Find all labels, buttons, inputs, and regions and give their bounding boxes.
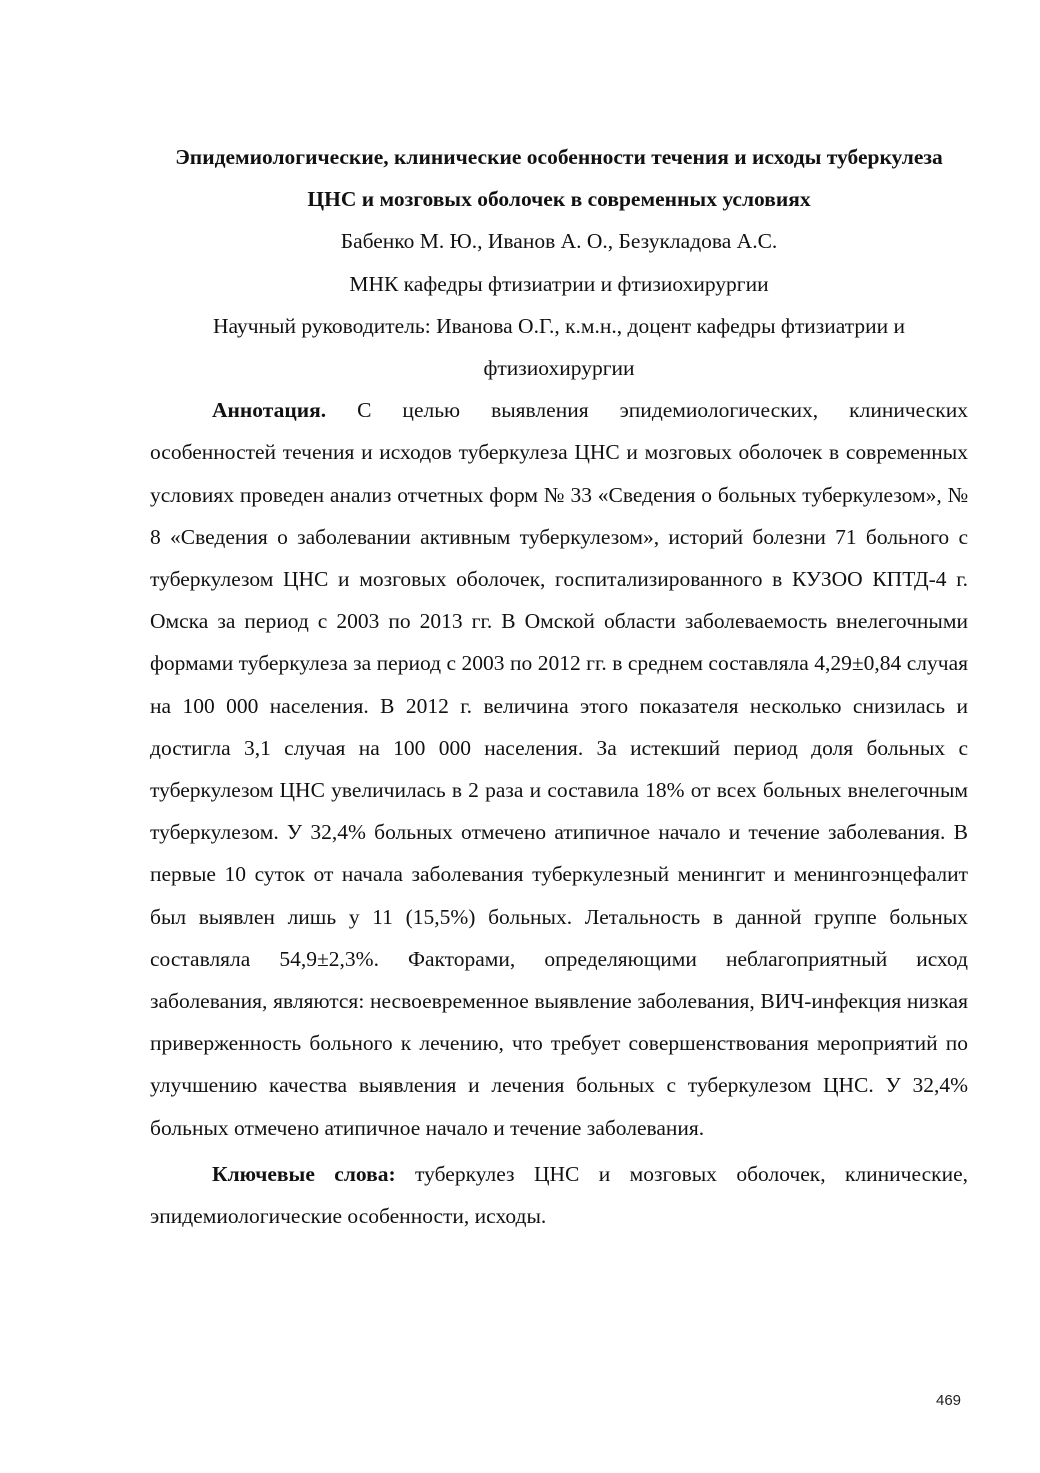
abstract-label: Аннотация. xyxy=(212,398,327,423)
keywords-text: туберкулез ЦНС и мозговых оболочек, клинические, эпидемиологические особенности, исходы. xyxy=(150,1161,968,1229)
article-title: Эпидемиологические, клинические особенности течения и исходы туберкулеза ЦНС и мозговых оболочек в современных условиях xyxy=(175,145,943,212)
supervisor: Научный руководитель: Иванова О.Г., к.м.н., доцент кафедры фтизиатрии и фтизиохирургии xyxy=(212,313,906,381)
page-number: 469 xyxy=(936,1392,962,1409)
abstract-paragraph xyxy=(150,389,968,1149)
article xyxy=(150,136,968,1237)
keywords-paragraph xyxy=(150,1153,968,1237)
keywords-label: Ключевые слова: xyxy=(212,1161,396,1186)
affiliation: МНК кафедры фтизиатрии и фтизиохирургии xyxy=(349,271,769,296)
authors: Бабенко М. Ю., Иванов А. О., Безукладова А.С. xyxy=(340,229,778,254)
abstract-text: С целью выявления эпидемиологических, клинических особенностей течения и исходов туберкулеза ЦНС и мозговых оболочек в современных условиях проведен анализ отчетных форм № 33 «Сведения о больных туберкулезом», № 8 «Сведения о заболевании активным туберкулезом», историй болезни 71 больного с туберкулезом ЦНС и мозговых оболочек, госпитализированного в КУЗОО КПТД-4 г. Омска за период с 2003 по 2013 гг. В Омской области заболеваемость внелегочными формами туберкулеза за период с 2003 по 2012 гг. в среднем составляла 4,29±0,84 случая на 100 000 населения. В 2012 г. величина этого показателя несколько снизилась и достигла 3,1 случая на 100 000 населения. За истекший период доля больных с туберкулезом ЦНС увеличилась в 2 раза и составила 18% от всех больных внелегочным туберкулезом. У 32,4% больных отмечено атипичное начало и течение заболевания. В первые 10 суток от начала заболевания туберкулезный менингит и менингоэнцефалит был выявлен лишь у 11 (15,5%) больных. Летальность в данной группе больных составляла 54,9±2,3%. Факторами, определяющими неблагоприятный исход заболевания, являются: несвоевременное выявление заболевания, ВИЧ-инфекция низкая приверженность больного к лечению, что требует совершенствования мероприятий по улучшению качества выявления и лечения больных с туберкулезом ЦНС. У 32,4% больных отмечено атипичное начало и течение заболевания. xyxy=(150,398,968,1140)
